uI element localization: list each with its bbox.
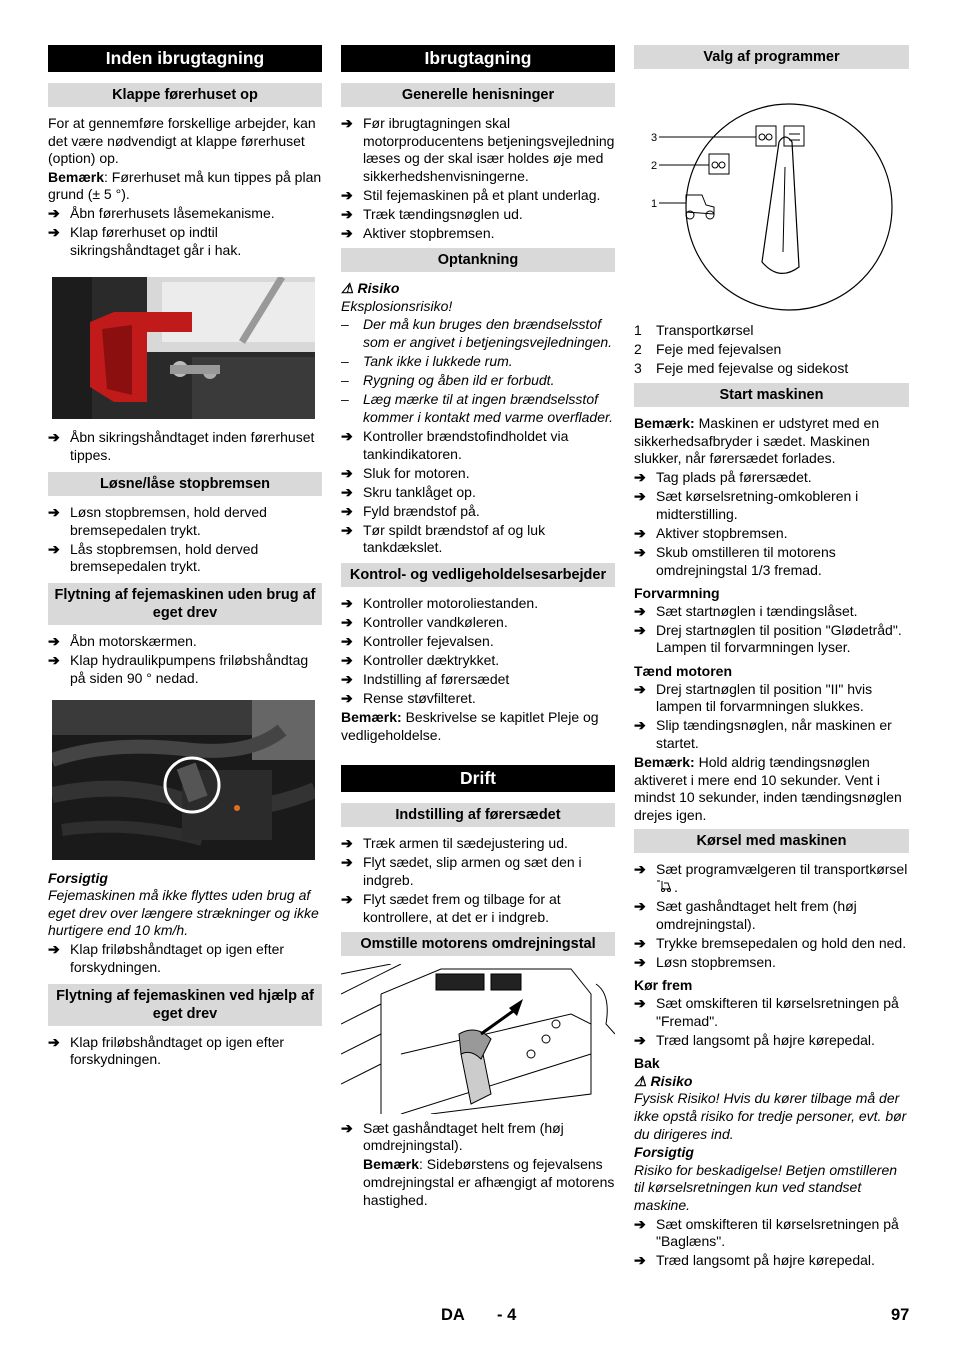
arrow-icon: ➔ [634,953,646,970]
step [341,465,615,483]
step [634,525,909,543]
arrow-icon: ➔ [48,204,60,221]
step-text: Lås stopbremsen, hold derved bremsepedalen trykt. [70,540,259,575]
dash-marker: – [341,353,349,370]
step [48,652,322,687]
subheading-kor-frem: Kør frem [634,977,693,994]
step [634,935,909,953]
heading-klappe: Klappe førerhuset op [48,83,322,107]
arrow-icon: ➔ [634,934,646,951]
item-text: Feje med fejevalsen [656,341,782,358]
note-text: Hold aldrig tændingsnøglen aktiveret i mere end 10 sekunder. Vent i mindst 10 sekunder, inden tændingsnøglen drejes igen. [634,753,902,823]
arrow-icon: ➔ [48,429,60,446]
step-text: Kontroller vandkøleren. [363,613,508,630]
heading-flytning-uden: Flytning af fejemaskinen uden brug af eget drev [48,583,322,625]
transport-mode-icon [656,880,674,892]
step-text: Skru tanklåget op. [363,483,476,500]
arrow-icon: ➔ [341,427,353,444]
arrow-icon: ➔ [634,524,646,541]
dial-callout-3: 3 [651,132,658,144]
step-text: Skub omstilleren til motorens omdrejningstal 1/3 fremad. [656,543,836,578]
arrow-icon: ➔ [48,633,60,650]
subheading-forvarmning: Forvarmning [634,585,720,602]
section-title-inden-ibrugtagning: Inden ibrugtagning [48,45,322,72]
program-dial-illustration [634,77,909,322]
step-text: Sæt programvælgeren til transportkørsel [656,861,908,878]
column-3 [634,45,909,1271]
step [341,1120,615,1155]
dash-item [341,372,615,390]
klappe-note [48,169,322,204]
step [341,206,615,224]
throttle-drawing [341,964,615,1114]
column-2 [341,45,615,1210]
arrow-icon: ➔ [341,521,353,538]
step [634,1216,909,1251]
step-text: Flyt sædet, slip armen og sæt den i indgreb. [363,854,582,888]
step-text: Sæt omskifteren til kørselsretningen på "Fremad". [656,995,899,1029]
step [634,1032,909,1050]
dial-callout-1: 1 [651,198,658,210]
step [634,469,909,487]
heading-korsel: Kørsel med maskinen [634,829,909,853]
step [341,503,615,521]
arrow-icon: ➔ [341,594,353,611]
step-text: Drej startnøglen til position "II" hvis lampen til forvarmningen slukkes. [656,680,873,715]
step-text: Før ibrugtagningen skal motorproducentens betjeningsvejledning læses og der skal især holdes øje med sikkerhedshenvisningerne. [363,115,615,184]
step-text-end: . [674,878,678,895]
item-number: 3 [634,360,642,377]
arrow-icon: ➔ [634,680,646,697]
arrow-icon: ➔ [341,670,353,687]
step [341,854,615,889]
photo-pump-lever [52,700,315,860]
arrow-icon: ➔ [634,995,646,1011]
dash-item [341,353,615,371]
dial-callout-2: 2 [651,160,658,172]
arrow-icon: ➔ [341,835,353,852]
note-label: Bemærk: [341,709,402,726]
caution-text: Fejemaskinen må ikke flyttes uden brug af eget drev over længere strækninger og ikke hurtigere end 10 km/h. [48,887,319,939]
arrow-icon: ➔ [634,861,646,878]
step-text: Kontroller fejevalsen. [363,632,494,649]
step [634,622,909,657]
arrow-icon: ➔ [48,652,60,669]
step-text: Træk armen til sædejustering ud. [363,835,568,852]
subheading-taend-motoren: Tænd motoren [634,663,732,679]
step-text: Slip tændingsnøglen, når maskinen er startet. [656,717,892,751]
arrow-icon: ➔ [341,1119,353,1136]
step-text: Stil fejemaskinen på et plant underlag. [363,186,601,203]
program-item-2 [634,341,909,359]
arrow-icon: ➔ [634,602,646,619]
dash-text: Tank ikke i lukkede rum. [363,353,513,370]
step [341,652,615,670]
heading-stopbremse: Løsne/låse stopbremsen [48,472,322,496]
step [341,633,615,651]
footer-page-number: 97 [891,1306,910,1324]
step-text: Sæt startnøglen i tændingslåset. [656,602,858,619]
heading-omdrejningstal: Omstille motorens omdrejningstal [341,932,615,956]
risk-text-label: Risiko [357,280,400,297]
step [341,115,615,185]
step [634,1252,909,1270]
step-text: Rense støvfilteret. [363,690,476,707]
arrow-icon: ➔ [48,1033,60,1050]
heading-generelle: Generelle henisninger [341,83,615,107]
arrow-icon: ➔ [341,502,353,519]
arrow-icon: ➔ [341,632,353,649]
item-text: Transportkørsel [656,322,754,338]
step-text: Flyt sædet frem og tilbage for at kontrollere, at det er i indgreb. [363,891,561,925]
step-text: Aktiver stopbremsen. [656,524,788,541]
arrow-icon: ➔ [48,540,60,557]
item-number: 2 [634,341,642,358]
arrow-icon: ➔ [48,940,60,957]
step-text: Sluk for motoren. [363,464,470,481]
risk-text: Eksplosionsrisiko! [341,297,453,314]
item-text: Feje med fejevalse og sidekost [656,360,849,377]
step [341,225,615,243]
step-text: Fyld brændstof på. [363,502,480,519]
step [48,429,322,464]
kontrol-note [341,709,615,744]
heading-start-maskinen: Start maskinen [634,383,909,407]
step [341,187,615,205]
step-text: Tag plads på førersædet. [656,469,812,486]
step [341,522,615,557]
risk-label [341,280,615,298]
step-text: Indstilling af førersædet [363,670,510,687]
step-text: Drej startnøglen til position "Glødetråd". Lampen til forvarmningen lyser. [656,621,902,656]
dash-text: Der må kun bruges den brændselsstof som er angivet i betjeningsvejledningen. [363,316,613,350]
warning-triangle-icon: ⚠ [634,1072,651,1089]
arrow-icon: ➔ [634,1215,646,1232]
dash-marker: – [341,391,349,408]
step-text: Kontroller motoroliestanden. [363,594,539,611]
step [634,603,909,621]
step-text: Sæt gashåndtaget helt frem (høj omdrejningstal). [363,1119,564,1154]
step [634,995,909,1030]
start-note [634,415,909,468]
arrow-icon: ➔ [341,225,353,242]
step [48,633,322,651]
heading-kontrol: Kontrol- og vedligeholdelsesarbejder [341,563,615,587]
step [48,224,322,259]
step-text: Tør spildt brændstof af og luk tankdækslet. [363,521,546,556]
arrow-icon: ➔ [341,854,353,871]
section-title-ibrugtagning: Ibrugtagning [341,45,615,72]
note-text: Maskinen er udstyret med en sikkerhedsafbryder i sædet. Maskinen slukker, når førersædet forlades. [634,415,880,467]
step-text: Sæt kørselsretning-omkobleren i midterstilling. [656,488,859,522]
footer-local-page: - 4 [497,1306,517,1324]
step [341,671,615,689]
step-text: Kontroller brændstofindholdet via tankindikatoren. [363,427,569,462]
note-label: Bemærk [48,168,105,185]
risk-text: Fysisk Risiko! Hvis du kører tilbage må der ikke opstå risiko for tredje personer, evt. bør du dirigeres ind. [634,1090,907,1142]
note-label: Bemærk [363,1156,420,1173]
arrow-icon: ➔ [341,891,353,908]
step-text: Klap friløbshåndtaget op igen efter forskydningen. [70,940,285,975]
step [341,484,615,502]
note-text: : Sidebørstens og fejevalsens omdrejningstal er afhængigt af motorens hastighed. [363,1156,615,1208]
heading-flytning-ved: Flytning af fejemaskinen ved hjælp af eget drev [48,984,322,1026]
arrow-icon: ➔ [341,651,353,668]
step-text: Klap friløbshåndtaget op igen efter forskydningen. [70,1033,285,1068]
dash-marker: – [341,372,349,389]
note-label: Bemærk: [634,415,695,432]
caution-text: Risiko for beskadigelse! Betjen omstilleren til kørselsretningen kun ved standset maskine. [634,1161,898,1214]
step-text: Løsn stopbremsen. [656,953,776,970]
step [634,954,909,972]
arrow-icon: ➔ [634,543,646,560]
step-text: Løsn stopbremsen, hold derved bremsepedalen trykt. [70,503,267,538]
step [48,1034,322,1069]
photo-cab-lock [52,277,315,419]
arrow-icon: ➔ [341,186,353,203]
step-text: Åbn førerhusets låsemekanisme. [70,204,275,221]
heading-saede: Indstilling af førersædet [341,803,615,827]
subheading-bak: Bak [634,1055,660,1072]
program-item-1 [634,322,909,340]
arrow-icon: ➔ [634,469,646,486]
risk-text-label: Risiko [650,1072,693,1089]
footer-language: DA [441,1306,465,1324]
heading-valg-programmer: Valg af programmer [634,45,909,69]
step-text: Åbn motorskærmen. [70,633,197,650]
arrow-icon: ➔ [48,503,60,520]
throttle-lever-illustration [341,964,615,1114]
arrow-icon: ➔ [341,483,353,500]
omdrej-note [341,1156,615,1209]
step [634,544,909,579]
step [634,898,909,933]
arrow-icon: ➔ [634,621,646,638]
arrow-icon: ➔ [341,464,353,481]
program-item-3 [634,360,909,378]
dash-text: Læg mærke til at ingen brændselsstof kommer i kontakt med varme overflader. [363,391,614,425]
step-text: Klap førerhuset op indtil sikringshåndtaget går i hak. [70,224,242,258]
step [634,488,909,523]
taend-note [634,754,909,824]
step [634,681,909,716]
caution-label: Forsigtig [634,1144,694,1161]
arrow-icon: ➔ [341,205,353,222]
step [48,205,322,223]
step [341,690,615,708]
step [48,504,322,539]
warning-triangle-icon: ⚠ [341,280,358,297]
heading-optankning: Optankning [341,248,615,272]
step [634,717,909,752]
program-selector-diagram [634,77,909,322]
step [48,541,322,576]
step-text: Træk tændingsnøglen ud. [363,205,523,222]
step-text: Træd langsomt på højre kørepedal. [656,1031,875,1048]
step [341,428,615,463]
step [341,614,615,632]
step-text: Kontroller dæktrykket. [363,651,500,668]
note-text: : Førerhuset må kun tippes på plan grund (± 5 °). [48,168,322,203]
pump-lever-illustration [52,700,315,860]
arrow-icon: ➔ [341,613,353,630]
caution-label: Forsigtig [48,869,108,886]
item-number: 1 [634,322,642,338]
step-text: Klap hydraulikpumpens friløbshåndtag på siden 90 ° nedad. [70,652,309,686]
arrow-icon: ➔ [634,898,646,915]
step-text: Aktiver stopbremsen. [363,225,495,242]
arrow-icon: ➔ [634,717,646,734]
note-text: Beskrivelse se kapitlet Pleje og vedligeholdelse. [341,709,599,743]
step [341,835,615,853]
klappe-intro: For at gennemføre forskellige arbejder, kan det være nødvendigt at klappe førerhuset (option) op. [48,115,316,167]
step-text: Trykke bremsepedalen og hold den ned. [656,934,907,951]
step [48,941,322,976]
note-label: Bemærk: [634,753,695,770]
step [341,891,615,926]
arrow-icon: ➔ [634,1252,646,1269]
step-text: Sæt omskifteren til kørselsretningen på "Baglæns". [656,1215,899,1250]
arrow-icon: ➔ [48,224,60,241]
dash-item [341,391,615,426]
arrow-icon: ➔ [634,1031,646,1048]
dash-item [341,316,615,351]
cab-lock-illustration [52,277,315,419]
step [634,861,909,896]
section-title-drift: Drift [341,765,615,792]
arrow-icon: ➔ [341,690,353,707]
column-1 [48,45,322,1070]
step-text: Åbn sikringshåndtaget inden førerhuset tippes. [70,429,315,463]
arrow-icon: ➔ [634,488,646,505]
step-text: Træd langsomt på højre kørepedal. [656,1252,875,1269]
risk-label [634,1073,909,1091]
arrow-icon: ➔ [341,115,353,131]
dash-text: Rygning og åben ild er forbudt. [363,372,555,389]
step [341,595,615,613]
dash-marker: – [341,316,349,333]
step-text: Sæt gashåndtaget helt frem (høj omdrejningstal). [656,898,857,932]
